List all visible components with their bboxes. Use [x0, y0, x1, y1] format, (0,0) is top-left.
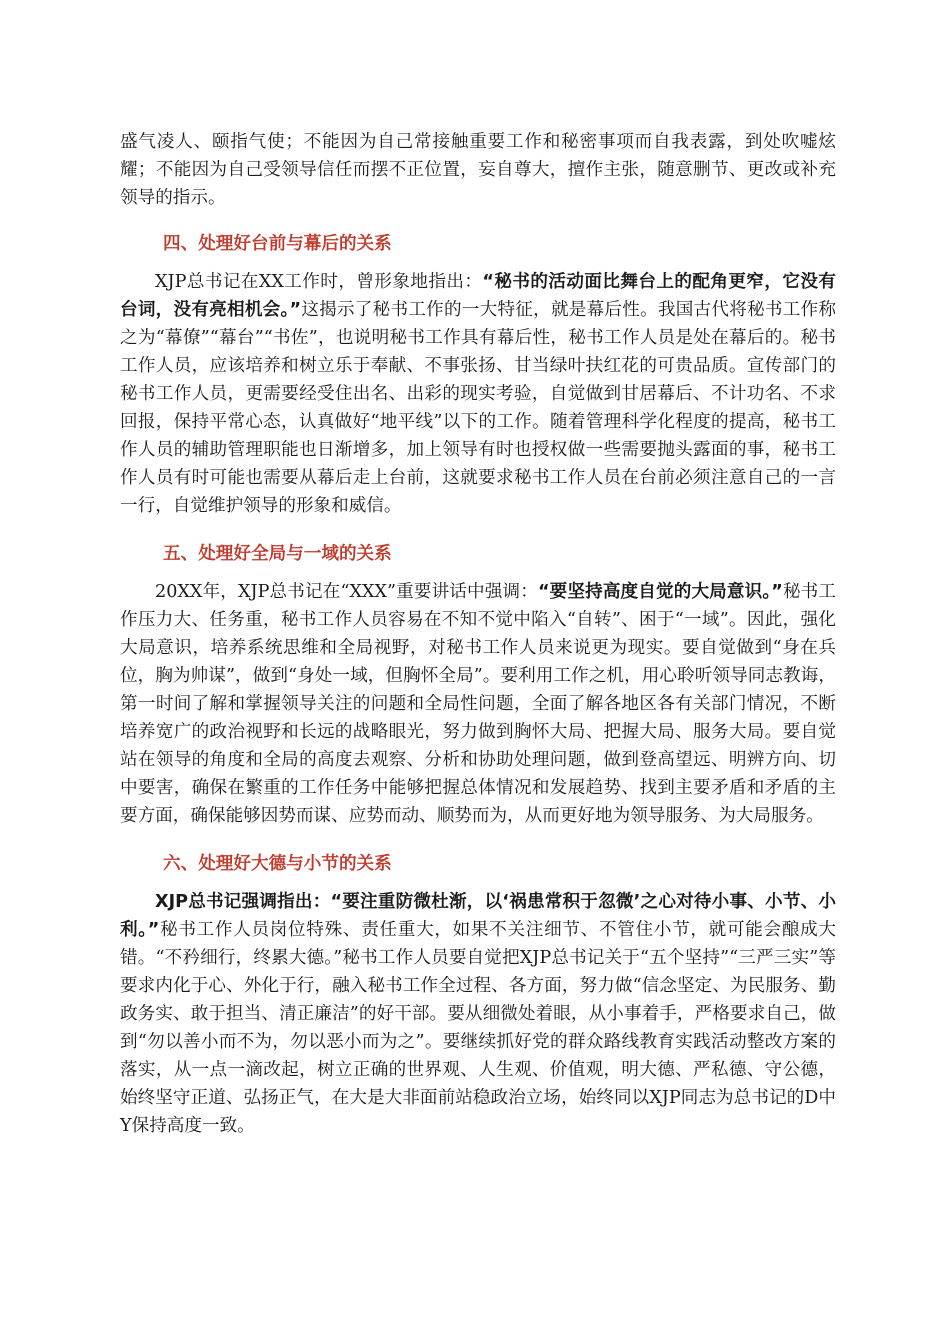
section-heading: 五、处理好全局与一域的关系 [163, 544, 392, 564]
section-six [120, 850, 836, 1140]
section-heading: 六、处理好大德与小节的关系 [163, 854, 392, 874]
paragraph-body: 秘书工作人员岗位特殊、责任重大，如果不关注细节、不管住小节，就可能会酿成大错。“不矜细行，终累大德。”秘书工作人员要自觉把XJP总书记关于“五个坚持”“三严三实”等要求内化于心、外化于行，融入秘书工作全过程、各方面，努力做“信念坚定、为民服务、勤政务实、敢于担当、清正廉洁”的好干部。要从细微处着眼，从小事着手，严格要求自己，做到“勿以善小而不为，勿以恶小而为之”。要继续抓好党的群众路线教育实践活动整改方案的落实，从一点一滴改起，树立正确的世界观、人生观、价值观，明大德、严私德、守公德，始终坚守正道、弘扬正气，在大是大非面前站稳政治立场，始终同以XJP同志为总书记的D中Y保持高度一致。 [120, 920, 836, 1136]
section-four [120, 230, 836, 520]
emphasized-quote: “秘书的活动面比舞台上的配角更窄，它没有台词，没有亮相机会。” [120, 272, 836, 320]
section-paragraph [120, 578, 836, 830]
section-paragraph [120, 888, 836, 1140]
paragraph-body: 这揭示了秘书工作的一大特征，就是幕后性。我国古代将秘书工作称之为“幕僚”“幕台”“书佐”，也说明秘书工作具有幕后性，秘书工作人员是处在幕后的。秘书工作人员，应该培养和树立乐于奉献、不事张扬、甘当绿叶扶红花的可贵品质。宣传部门的秘书工作人员，更需要经受住出名、出彩的现实考验，自觉做到甘居幕后、不计功名、不求回报，保持平常心态，认真做好“地平线”以下的工作。随着管理科学化程度的提高，秘书工作人员的辅助管理职能也日渐增多，加上领导有时也授权做一些需要抛头露面的事，秘书工作人员有时可能也需要从幕后走上台前，这就要求秘书工作人员在台前必须注意自己的一言一行，自觉维护领导的形象和威信。 [120, 300, 836, 516]
paragraph-lead: 20XX年，XJP总书记在“XXX”重要讲话中强调： [155, 582, 538, 602]
paragraph-lead: XJP总书记在XX工作时，曾形象地指出： [155, 272, 483, 292]
emphasized-quote: “要坚持高度自觉的大局意识。” [537, 582, 783, 602]
paragraph-body: 秘书工作压力大、任务重，秘书工作人员容易在不知不觉中陷入“自转”、困于“一域”。因此，强化大局意识，培养系统思维和全局视野，对秘书工作人员来说更为现实。要自觉做到“身在兵位，胸为帅谋”，做到“身处一域，但胸怀全局”。要利用工作之机，用心聆听领导同志教诲，第一时间了解和掌握领导关注的问题和全局性问题，全面了解各地区各有关部门情况，不断培养宽广的政治视野和长远的战略眼光，努力做到胸怀大局、把握大局、服务大局。要自觉站在领导的角度和全局的高度去观察、分析和协助处理问题，做到登高望远、明辨方向、切中要害，确保在繁重的工作任务中能够把握总体情况和发展趋势、找到主要矛盾和矛盾的主要方面，确保能够因势而谋、应势而动、顺势而为，从而更好地为领导服务、为大局服务。 [120, 582, 836, 826]
emphasized-quote: XJP总书记强调指出：“要注重防微杜渐，以‘祸患常积于忽微’之心对待小事、小节、小利。” [120, 892, 836, 940]
section-five [120, 540, 836, 830]
section-heading: 四、处理好台前与幕后的关系 [163, 234, 392, 254]
intro-paragraph: 盛气凌人、颐指气使；不能因为自己常接触重要工作和秘密事项而自我表露，到处吹嘘炫耀；不能因为自己受领导信任而摆不正位置，妄自尊大，擅作主张，随意删节、更改或补充领导的指示。 [120, 132, 836, 208]
document-page [120, 128, 836, 1140]
section-paragraph [120, 268, 836, 520]
